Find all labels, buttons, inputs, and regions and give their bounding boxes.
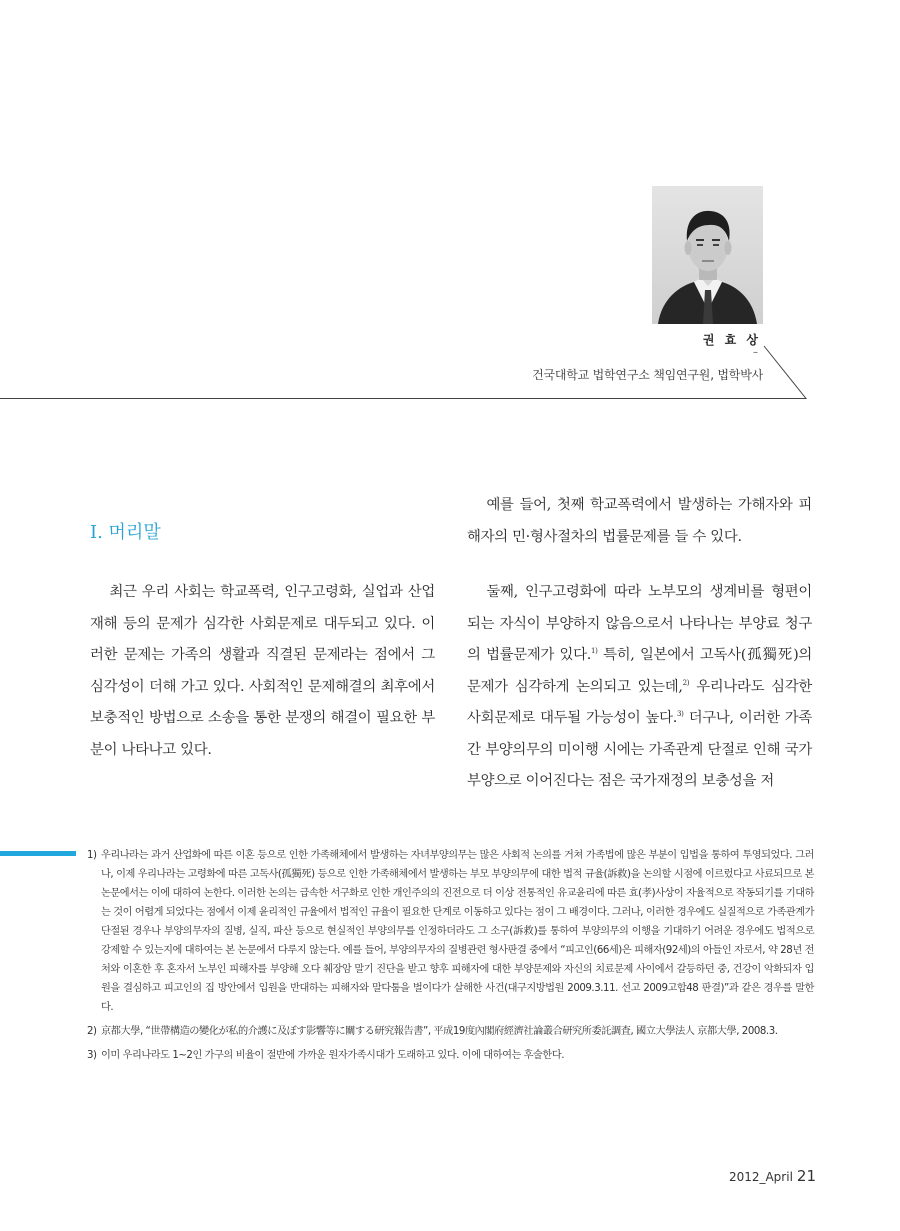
section-heading: Ⅰ. 머리말	[90, 522, 161, 543]
right-paragraph-2	[467, 577, 812, 798]
page-footer	[729, 1166, 816, 1185]
right-column-bottom	[467, 577, 812, 798]
page-number: 21	[796, 1167, 816, 1185]
left-paragraph: 최근 우리 사회는 학교폭력, 인구고령화, 실업과 산업재해 등의 문제가 심각한 사회문제로 대두되고 있다. 이러한 문제는 가족의 생활과 직결된 문제라는 점에서 그 심각성이 더해 가고 있다. 사회적인 문제해결의 최후에서 보충적인 방법으로 소송을 통한 분쟁의 해결이 필요한 부분이 나타나고 있다.	[90, 584, 435, 758]
footnote-accent-bar	[0, 851, 76, 856]
footnote-3	[87, 1046, 814, 1065]
left-column	[90, 577, 435, 766]
footnote-text: 이미 우리나라도 1~2인 가구의 비율이 절반에 가까운 원자가족시대가 도래하고 있다. 이에 대하여는 후술한다.	[101, 1050, 564, 1061]
author-name: 권 효 상	[702, 333, 761, 347]
right-paragraph-1: 예를 들어, 첫째 학교폭력에서 발생하는 가해자와 피해자의 민·형사절차의 법률문제를 들 수 있다.	[467, 497, 812, 545]
right-paragraph-2-text-a: 둘째, 인구고령화에 따라 노부모의 생계비를 형편이 되는 자식이 부양하지 않음으로서 나타나는 부양료 청구의 법률문제가 있다.	[467, 584, 812, 663]
right-paragraph-2-text-c: 우리나라도 심각한 사회문제로 대두될 가능성이 높다.	[467, 678, 812, 726]
author-portrait-photo	[652, 186, 763, 324]
issue-label: 2012_April	[728, 1170, 793, 1184]
footnote-text: 우리나라는 과거 산업화에 따른 이혼 등으로 인한 가족해체에서 발생하는 자녀부양의무는 많은 사회적 논의를 거쳐 가족법에 많은 부분이 입법을 통하여 투영되었다. 그러나, 이제 우리나라는 고령화에 따른 고독사(孤獨死) 등으로 인한 가족해체에서 발생하는 부모 부양의무에 대한 법적 규율(訴救)을 논의할 시점에 이르렀다고 사료되므로 본 논문에서는 이에 대하여 논한다. 이러한 논의는 급속한 서구화로 인한 개인주의의 진전으로 더 이상 전통적인 유교윤리에 따른 효(孝)사상이 자율적으로 작동되기를 기대하는 것이 어렵게 되었다는 점에서 이제 윤리적인 규율에서 법적인 규율이 필요한 단계로 이동하고 있다는 점이 그 배경이다. 그러나, 이러한 경우에도 실질적으로 가족관계가 단절된 경우나 부양의무자의 질병, 실직, 파산 등으로 현실적인 부양의무를 인정하더라도 그 소구(訴救)를 통하여 부양의무의 이행을 기대하기 어려운 경우에도 법적으로 강제할 수 있는지에 대하여는 본 논문에서 다루지 않는다. 예를 들어, 부양의무자의 질병관련 형사판결 중에서 “피고인(66세)은 피해자(92세)의 아들인 자로서, 약 28년 전 처와 이혼한 후 혼자서 노부인 피해자를 부양해 오다 췌장암 말기 진단을 받고 향후 피해자에 대한 부양문제와 자신의 치료문제 사이에서 갈등하던 중, 건강이 악화되자 입원을 결심하고 피고인의 집 방안에서 입원을 반대하는 피해자와 말다툼을 벌이다가 살해한 사건(대구지방법원 2009.3.11. 선고 2009고합48 판결)”과 같은 경우를 말한다.	[101, 850, 814, 1013]
footnote-ref-3[interactable]: 3)	[677, 710, 684, 719]
author-header-rule	[0, 0, 900, 420]
footnote-1	[87, 846, 814, 1017]
footnote-ref-2[interactable]: 2)	[682, 678, 690, 687]
right-paragraph-2-text-b: 특히, 일본에서 고독사(孤獨死)의 문제가 심각하게 논의되고 있는데,	[467, 647, 812, 695]
footnote-number: 3)	[87, 1050, 97, 1061]
footnote-number: 2)	[87, 1026, 97, 1037]
author-name-dash: –	[753, 347, 758, 358]
author-affiliation: 건국대학교 법학연구소 책임연구원, 법학박사	[532, 368, 763, 382]
footnotes	[87, 846, 814, 1070]
author-photo	[652, 186, 763, 324]
footnote-ref-1[interactable]: 1)	[591, 647, 598, 656]
footnote-number: 1)	[87, 850, 97, 861]
footnote-2	[87, 1022, 814, 1041]
right-column-top	[467, 490, 812, 553]
right-paragraph-2-text-d: 더구나, 이러한 가족 간 부양의무의 미이행 시에는 가족관계 단절로 인해 국가부양으로 이어진다는 점은 국가재정의 보충성을 저	[467, 710, 812, 789]
footnote-text: 京都大學, “世帶構造の變化が私的介護に及ぼす影響等に關する研究報告書”, 平成19度內閣府經濟社論叢合研究所委託調査, 國立大學法人 京都大學, 2008.3.	[101, 1026, 778, 1037]
